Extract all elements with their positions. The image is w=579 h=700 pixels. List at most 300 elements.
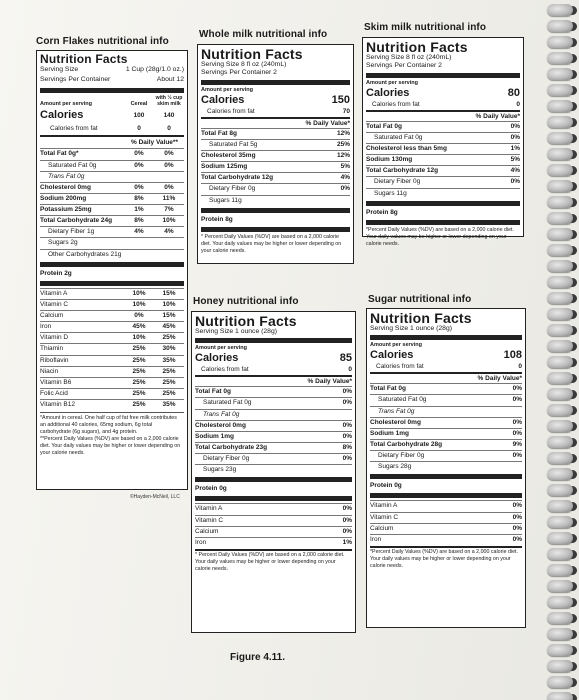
corn-vitamin-value-milk: 35% bbox=[162, 401, 176, 409]
whole-calories: 150 bbox=[331, 93, 350, 106]
corn-vitamin-label: Vitamin D bbox=[40, 334, 69, 342]
corn-vitamin-value-milk: 30% bbox=[162, 345, 176, 353]
whole-calories-label: Calories bbox=[201, 93, 245, 106]
corn-vitamin-row bbox=[40, 388, 184, 399]
divider bbox=[195, 477, 352, 482]
honey-nutrient-value: 0% bbox=[342, 455, 352, 463]
skim-nutrient-label: Sugars 11g bbox=[374, 189, 407, 197]
honey-nutrient-row bbox=[195, 397, 352, 408]
honey-fat-cal-label: Calories from fat bbox=[201, 366, 249, 374]
corn-vitamin-label: Vitamin A bbox=[40, 289, 68, 297]
corn-nutrient-row bbox=[40, 160, 184, 171]
binding-ring bbox=[547, 452, 573, 464]
corn-servings-value: About 12 bbox=[156, 76, 184, 84]
divider bbox=[370, 372, 522, 374]
divider bbox=[201, 208, 350, 213]
honey-vitamin-row bbox=[195, 537, 352, 548]
sugar-vitamin-label: Calcium bbox=[370, 524, 394, 532]
sugar-nutrient-label: Saturated Fat 0g bbox=[378, 396, 427, 404]
sugar-nutrient-row bbox=[370, 439, 522, 450]
corn-vitamin-row bbox=[40, 321, 184, 332]
corn-col-cereal: Cereal bbox=[130, 100, 148, 107]
honey-vitamin-row bbox=[195, 503, 352, 514]
skim-nutrient-label: Saturated Fat 0g bbox=[374, 133, 423, 141]
divider bbox=[40, 281, 184, 286]
skim-fat-cal-label: Calories from fat bbox=[372, 100, 420, 108]
binding-ring bbox=[547, 244, 573, 256]
corn-nutrient-value-milk: 10% bbox=[162, 217, 176, 225]
skim-calories-label: Calories bbox=[366, 86, 410, 99]
sugar-amount-label: Amount per serving bbox=[370, 342, 422, 349]
corn-vitamin-value-milk: 15% bbox=[162, 289, 176, 297]
whole-nutrient-row bbox=[201, 183, 350, 194]
binding-ring bbox=[547, 84, 573, 96]
sugar-nutrient-row bbox=[370, 394, 522, 405]
sugar-vitamin-row bbox=[370, 500, 522, 511]
honey-title: Honey nutritional info bbox=[193, 296, 299, 307]
corn-vitamin-rows bbox=[40, 288, 184, 410]
binding-ring bbox=[547, 260, 573, 272]
skim-servings: Servings Per Container 2 bbox=[366, 62, 442, 70]
honey-fat-cal: 0 bbox=[348, 366, 352, 374]
whole-nutrient-row bbox=[201, 172, 350, 183]
sugar-protein: Protein 0g bbox=[370, 482, 402, 490]
whole-nutrient-value: 12% bbox=[336, 129, 350, 137]
divider bbox=[201, 80, 350, 85]
sugar-vitamin-label: Iron bbox=[370, 535, 382, 543]
corn-vitamin-value-milk: 25% bbox=[162, 334, 176, 342]
skim-serving-size: Serving Size 8 fl oz (240mL) bbox=[366, 54, 452, 61]
honey-nutrient-row bbox=[195, 420, 352, 431]
corn-nutrient-label: Cholesterol 0mg bbox=[40, 183, 91, 191]
honey-vitamin-label: Vitamin A bbox=[195, 505, 223, 513]
binding-ring bbox=[547, 516, 573, 528]
sugar-nutrient-row bbox=[370, 406, 522, 417]
divider bbox=[40, 88, 184, 93]
binding-ring bbox=[547, 676, 573, 688]
sugar-fat-cal: 0 bbox=[518, 363, 522, 371]
honey-vitamin-row bbox=[195, 515, 352, 526]
divider bbox=[40, 135, 184, 137]
divider bbox=[366, 220, 520, 225]
sugar-nutrient-row bbox=[370, 417, 522, 428]
binding-ring bbox=[547, 356, 573, 368]
whole-fat-cal-label: Calories from fat bbox=[207, 107, 255, 115]
skim-nutrient-row bbox=[366, 132, 520, 143]
divider bbox=[370, 474, 522, 479]
corn-vitamin-value-cereal: 25% bbox=[132, 356, 146, 364]
binding-ring bbox=[547, 548, 573, 560]
binding-ring bbox=[547, 484, 573, 496]
corn-nutrient-row bbox=[40, 193, 184, 204]
corn-nutrient-value-milk: 0% bbox=[164, 161, 174, 169]
honey-label bbox=[191, 311, 356, 633]
divider bbox=[370, 493, 522, 498]
sugar-vitamin-value: 0% bbox=[512, 524, 522, 532]
honey-vitamin-value: 0% bbox=[342, 505, 352, 513]
whole-nutrient-label: Cholesterol 35mg bbox=[201, 152, 256, 160]
corn-vitamin-value-cereal: 10% bbox=[132, 334, 146, 342]
skim-protein: Protein 8g bbox=[366, 208, 398, 216]
whole-nutrient-row bbox=[201, 128, 350, 139]
whole-nutrient-row bbox=[201, 150, 350, 161]
divider bbox=[370, 335, 522, 340]
binding-ring bbox=[547, 52, 573, 64]
corn-fat-cal-a: 0 bbox=[137, 125, 141, 133]
whole-servings: Servings Per Container 2 bbox=[201, 69, 277, 77]
binding-ring bbox=[547, 164, 573, 176]
sugar-vitamin-label: Vitamin C bbox=[370, 513, 399, 521]
whole-nf-heading: Nutrition Facts bbox=[201, 46, 303, 62]
skim-nutrient-value: 0% bbox=[510, 133, 520, 141]
corn-vitamin-value-cereal: 0% bbox=[134, 312, 144, 320]
honey-vitamin-label: Calcium bbox=[195, 527, 219, 535]
honey-vitamin-rows bbox=[195, 503, 352, 548]
corn-nutrient-row bbox=[40, 171, 184, 182]
sugar-fat-cal-label: Calories from fat bbox=[376, 363, 424, 371]
corn-col-milk: with ½ cup skim milk bbox=[155, 94, 183, 107]
corn-nutrient-value-milk: 0% bbox=[164, 183, 174, 191]
skim-nutrient-label: Total Carbohydrate 12g bbox=[366, 167, 439, 175]
corn-serving-size-label: Serving Size bbox=[40, 66, 79, 73]
sugar-nutrient-value: 0% bbox=[512, 418, 522, 426]
honey-calories-label: Calories bbox=[195, 352, 239, 365]
honey-serving-size: Serving Size 1 ounce (28g) bbox=[195, 328, 277, 335]
sugar-vitamin-label: Vitamin A bbox=[370, 502, 398, 510]
corn-nutrient-value-milk: 4% bbox=[164, 228, 174, 236]
sugar-vitamin-value: 0% bbox=[512, 502, 522, 510]
honey-nf-heading: Nutrition Facts bbox=[195, 313, 297, 329]
binding-ring bbox=[547, 500, 573, 512]
sugar-vitamin-value: 0% bbox=[512, 535, 522, 543]
corn-vitamin-label: Iron bbox=[40, 323, 52, 331]
corn-vitamin-value-milk: 10% bbox=[162, 300, 176, 308]
corn-vitamin-label: Riboflavin bbox=[40, 356, 69, 364]
corn-nutrient-label: Total Fat 0g* bbox=[40, 150, 79, 158]
corn-vitamin-label: Calcium bbox=[40, 312, 64, 320]
honey-vitamin-value: 1% bbox=[342, 538, 352, 546]
whole-nutrient-rows bbox=[201, 128, 350, 206]
honey-nutrient-value: 0% bbox=[342, 399, 352, 407]
honey-nutrient-row bbox=[195, 453, 352, 464]
sugar-calories-label: Calories bbox=[370, 349, 414, 362]
corn-nutrient-value-cereal: 8% bbox=[134, 217, 144, 225]
corn-vitamin-label: Vitamin C bbox=[40, 300, 69, 308]
sugar-nutrient-value: 0% bbox=[512, 429, 522, 437]
corn-vitamin-value-cereal: 25% bbox=[132, 345, 146, 353]
corn-vitamin-value-milk: 25% bbox=[162, 389, 176, 397]
honey-vitamin-label: Vitamin C bbox=[195, 516, 224, 524]
corn-vitamin-value-cereal: 45% bbox=[132, 323, 146, 331]
sugar-label bbox=[366, 308, 526, 628]
skim-nutrient-value: 0% bbox=[510, 178, 520, 186]
corn-nutrient-label: Saturated Fat 0g bbox=[48, 161, 97, 169]
honey-nutrient-label: Total Carbohydrate 23g bbox=[195, 443, 268, 451]
corn-vitamin-row bbox=[40, 299, 184, 310]
corn-calories-a: 100 bbox=[133, 112, 145, 120]
sugar-nutrient-value: 0% bbox=[512, 452, 522, 460]
honey-vitamin-value: 0% bbox=[342, 527, 352, 535]
corn-vitamin-label: Vitamin B12 bbox=[40, 401, 75, 409]
sugar-nf-heading: Nutrition Facts bbox=[370, 310, 472, 326]
corn-nutrient-label: Total Carbohydrate 24g bbox=[40, 217, 113, 225]
honey-nutrient-label: Sodium 1mg bbox=[195, 432, 235, 440]
copyright-note: ©Hayden-McNeil, LLC bbox=[130, 494, 180, 500]
corn-vitamin-value-cereal: 25% bbox=[132, 367, 146, 375]
sugar-nutrient-label: Sodium 1mg bbox=[370, 429, 410, 437]
whole-nutrient-row bbox=[201, 195, 350, 206]
skim-calories: 80 bbox=[507, 86, 520, 99]
binding-ring bbox=[547, 324, 573, 336]
sugar-vitamin-rows bbox=[370, 500, 522, 545]
binding-ring bbox=[547, 388, 573, 400]
divider bbox=[195, 549, 352, 551]
binding-ring bbox=[547, 420, 573, 432]
sugar-nutrient-label: Total Fat 0g bbox=[370, 385, 406, 393]
whole-nutrient-label: Total Carbohydrate 12g bbox=[201, 174, 274, 182]
sugar-nutrient-value: 9% bbox=[512, 440, 522, 448]
binding-ring bbox=[547, 436, 573, 448]
sugar-vitamin-value: 0% bbox=[512, 513, 522, 521]
divider bbox=[195, 375, 352, 377]
binding-ring bbox=[547, 564, 573, 576]
skim-nutrient-row bbox=[366, 121, 520, 132]
corn-vitamin-value-cereal: 25% bbox=[132, 378, 146, 386]
divider bbox=[366, 201, 520, 206]
divider bbox=[195, 338, 352, 343]
honey-nutrient-value: 8% bbox=[342, 443, 352, 451]
sugar-footnote: *Percent Daily Values (%DV) are based on a 2,000 calorie diet. Your daily values may be higher or lower depending on your calorie needs. bbox=[370, 548, 518, 569]
corn-dv-head: % Daily Value** bbox=[131, 139, 178, 147]
skim-nutrient-label: Total Fat 0g bbox=[366, 122, 402, 130]
honey-nutrient-row bbox=[195, 464, 352, 475]
honey-nutrient-row bbox=[195, 442, 352, 453]
whole-nutrient-row bbox=[201, 139, 350, 150]
skim-amount-label: Amount per serving bbox=[366, 79, 418, 86]
skim-nutrient-value: 1% bbox=[510, 145, 520, 153]
sugar-nutrient-value: 0% bbox=[512, 385, 522, 393]
corn-flakes-label bbox=[36, 50, 188, 490]
corn-flakes-title: Corn Flakes nutritional info bbox=[36, 36, 169, 47]
corn-nutrient-label: Potassium 25mg bbox=[40, 206, 92, 214]
sugar-serving-size: Serving Size 1 ounce (28g) bbox=[370, 325, 452, 332]
binding-ring bbox=[547, 660, 573, 672]
sugar-nutrient-label: Sugars 28g bbox=[378, 463, 412, 471]
binding-ring bbox=[547, 20, 573, 32]
whole-dv-head: % Daily Value* bbox=[305, 119, 350, 127]
corn-vitamin-value-cereal: 10% bbox=[132, 300, 146, 308]
corn-nutrient-row bbox=[40, 204, 184, 215]
skim-milk-title: Skim milk nutritional info bbox=[364, 22, 487, 33]
whole-nutrient-row bbox=[201, 161, 350, 172]
figure-caption: Figure 4.11. bbox=[230, 652, 286, 663]
honey-nutrient-label: Trans Fat 0g bbox=[203, 410, 240, 418]
corn-vitamin-row bbox=[40, 343, 184, 354]
whole-nutrient-label: Dietary Fiber 0g bbox=[209, 185, 256, 193]
corn-nutrient-row bbox=[40, 215, 184, 226]
binding-ring bbox=[547, 292, 573, 304]
corn-vitamin-value-milk: 25% bbox=[162, 367, 176, 375]
whole-nutrient-label: Saturated Fat 5g bbox=[209, 140, 258, 148]
skim-nutrient-row bbox=[366, 176, 520, 187]
whole-nutrient-value: 12% bbox=[336, 152, 350, 160]
corn-vitamin-value-milk: 35% bbox=[162, 356, 176, 364]
binding-ring bbox=[547, 308, 573, 320]
sugar-title: Sugar nutritional info bbox=[368, 294, 472, 305]
skim-nutrient-rows bbox=[366, 121, 520, 199]
sugar-dv-head: % Daily Value* bbox=[477, 375, 522, 383]
corn-nutrient-value-cereal: 0% bbox=[134, 150, 144, 158]
sugar-nutrient-value: 0% bbox=[512, 396, 522, 404]
sugar-vitamin-row bbox=[370, 523, 522, 534]
skim-nutrient-label: Dietary Fiber 0g bbox=[374, 178, 421, 186]
skim-milk-label bbox=[362, 37, 524, 247]
binding-ring bbox=[547, 4, 573, 16]
sugar-nutrient-row bbox=[370, 383, 522, 394]
corn-protein: Protein 2g bbox=[40, 269, 72, 277]
sugar-vitamin-row bbox=[370, 534, 522, 545]
divider bbox=[195, 496, 352, 501]
sugar-nutrient-row bbox=[370, 450, 522, 461]
honey-nutrient-label: Cholesterol 0mg bbox=[195, 421, 246, 429]
sugar-nutrient-label: Cholesterol 0mg bbox=[370, 418, 421, 426]
corn-footnote-1: *Amount in cereal. One half cup of fat free milk contributes an additional 40 calories, 65mg sodium, 6g total carbohydrate (6g sugars), and 4g protein. bbox=[40, 415, 177, 435]
skim-fat-cal: 0 bbox=[516, 100, 520, 108]
skim-nutrient-row bbox=[366, 143, 520, 154]
corn-fat-cal-label: Calories from fat bbox=[50, 125, 98, 133]
spiral-binding bbox=[543, 0, 579, 700]
binding-ring bbox=[547, 580, 573, 592]
skim-nf-heading: Nutrition Facts bbox=[366, 39, 468, 55]
divider bbox=[40, 412, 184, 413]
honey-dv-head: % Daily Value* bbox=[307, 378, 352, 386]
sugar-nutrient-rows bbox=[370, 383, 522, 472]
honey-nutrient-row bbox=[195, 386, 352, 397]
corn-vitamin-row bbox=[40, 377, 184, 388]
corn-fat-cal-b: 0 bbox=[167, 125, 171, 133]
binding-ring bbox=[547, 36, 573, 48]
divider bbox=[370, 546, 522, 548]
whole-milk-label bbox=[197, 44, 354, 264]
divider bbox=[40, 262, 184, 267]
honey-nutrient-value: 0% bbox=[342, 421, 352, 429]
sugar-nutrient-label: Dietary Fiber 0g bbox=[378, 452, 425, 460]
honey-nutrient-label: Dietary Fiber 0g bbox=[203, 455, 250, 463]
sugar-calories: 108 bbox=[503, 349, 522, 362]
corn-nutrient-value-milk: 7% bbox=[164, 206, 174, 214]
corn-nutrient-row bbox=[40, 182, 184, 193]
corn-nutrient-value-cereal: 8% bbox=[134, 194, 144, 202]
divider bbox=[366, 110, 520, 112]
honey-nutrient-value: 0% bbox=[342, 388, 352, 396]
binding-ring bbox=[547, 372, 573, 384]
binding-ring bbox=[547, 628, 573, 640]
binding-ring bbox=[547, 196, 573, 208]
binding-ring bbox=[547, 212, 573, 224]
whole-nutrient-value: 0% bbox=[340, 185, 350, 193]
whole-nutrient-value: 5% bbox=[340, 163, 350, 171]
corn-vitamin-value-cereal: 10% bbox=[132, 289, 146, 297]
honey-amount-label: Amount per serving bbox=[195, 345, 247, 352]
skim-nutrient-row bbox=[366, 188, 520, 199]
whole-nutrient-value: 25% bbox=[336, 140, 350, 148]
whole-nutrient-value: 4% bbox=[340, 174, 350, 182]
divider bbox=[201, 117, 350, 119]
binding-ring bbox=[547, 180, 573, 192]
sugar-nutrient-label: Total Carbohydrate 28g bbox=[370, 440, 443, 448]
divider bbox=[366, 73, 520, 78]
skim-footnote: *Percent Daily Values (%DV) are based on a 2,000 calorie diet. Your daily values may be higher or lower depending on your calorie needs. bbox=[366, 226, 514, 247]
corn-nutrient-value-cereal: 4% bbox=[134, 228, 144, 236]
corn-calories-b: 140 bbox=[163, 112, 175, 120]
whole-nutrient-label: Sugars 11g bbox=[209, 196, 242, 204]
honey-nutrient-row bbox=[195, 409, 352, 420]
corn-serving-size-value: 1 Cup (28g/1.0 oz.) bbox=[125, 66, 184, 73]
whole-nutrient-label: Sodium 125mg bbox=[201, 163, 248, 171]
skim-nutrient-row bbox=[366, 165, 520, 176]
sugar-nutrient-row bbox=[370, 461, 522, 472]
honey-vitamin-label: Iron bbox=[195, 538, 207, 546]
binding-ring bbox=[547, 692, 573, 700]
corn-vitamin-row bbox=[40, 310, 184, 321]
whole-nutrient-label: Total Fat 8g bbox=[201, 129, 237, 137]
corn-nutrient-row bbox=[40, 148, 184, 159]
corn-nutrient-label: Dietary Fiber 1g bbox=[48, 228, 95, 236]
sugar-vitamin-row bbox=[370, 512, 522, 523]
honey-nutrient-rows bbox=[195, 386, 352, 475]
binding-ring bbox=[547, 612, 573, 624]
corn-nutrient-label: Trans Fat 0g bbox=[48, 172, 85, 180]
corn-vitamin-row bbox=[40, 366, 184, 377]
binding-ring bbox=[547, 596, 573, 608]
corn-vitamin-row bbox=[40, 332, 184, 343]
corn-nutrient-value-cereal: 1% bbox=[134, 206, 144, 214]
corn-vitamin-value-milk: 15% bbox=[162, 312, 176, 320]
whole-milk-title: Whole milk nutritional info bbox=[199, 29, 328, 40]
corn-nutrient-label: Other Carbohydrates 21g bbox=[48, 250, 122, 258]
skim-dv-head: % Daily Value* bbox=[475, 112, 520, 120]
binding-ring bbox=[547, 68, 573, 80]
corn-vitamin-label: Niacin bbox=[40, 367, 59, 375]
whole-serving-size: Serving Size 8 fl oz (240mL) bbox=[201, 61, 287, 68]
honey-footnote: * Percent Daily Values (%DV) are based on a 2,000 calorie diet. Your daily values may be higher or lower depending on your calorie needs. bbox=[195, 551, 345, 572]
corn-nutrient-rows bbox=[40, 148, 184, 259]
corn-nutrient-row bbox=[40, 237, 184, 248]
honey-protein: Protein 0g bbox=[195, 485, 227, 493]
corn-vitamin-label: Vitamin B6 bbox=[40, 378, 72, 386]
skim-nutrient-label: Cholesterol less than 5mg bbox=[366, 145, 447, 153]
corn-nutrient-label: Sodium 200mg bbox=[40, 194, 87, 202]
binding-ring bbox=[547, 116, 573, 128]
skim-nutrient-value: 4% bbox=[510, 167, 520, 175]
binding-ring bbox=[547, 468, 573, 480]
binding-ring bbox=[547, 340, 573, 352]
corn-nutrient-row bbox=[40, 249, 184, 260]
whole-amount-label: Amount per serving bbox=[201, 86, 253, 93]
corn-nutrient-row bbox=[40, 226, 184, 237]
skim-nutrient-label: Sodium 130mg bbox=[366, 156, 413, 164]
corn-calories-label: Calories bbox=[40, 109, 84, 122]
skim-nutrient-row bbox=[366, 154, 520, 165]
skim-nutrient-value: 0% bbox=[510, 122, 520, 130]
binding-ring bbox=[547, 148, 573, 160]
honey-nutrient-label: Sugars 23g bbox=[203, 466, 237, 474]
binding-ring bbox=[547, 276, 573, 288]
corn-vitamin-row bbox=[40, 399, 184, 410]
corn-nutrient-value-cereal: 0% bbox=[134, 161, 144, 169]
corn-nutrient-value-milk: 0% bbox=[164, 150, 174, 158]
whole-footnote: * Percent Daily Values (%DV) are based on a 2,000 calorie diet. Your daily values may be higher or lower depending on your calorie needs. bbox=[201, 233, 342, 254]
